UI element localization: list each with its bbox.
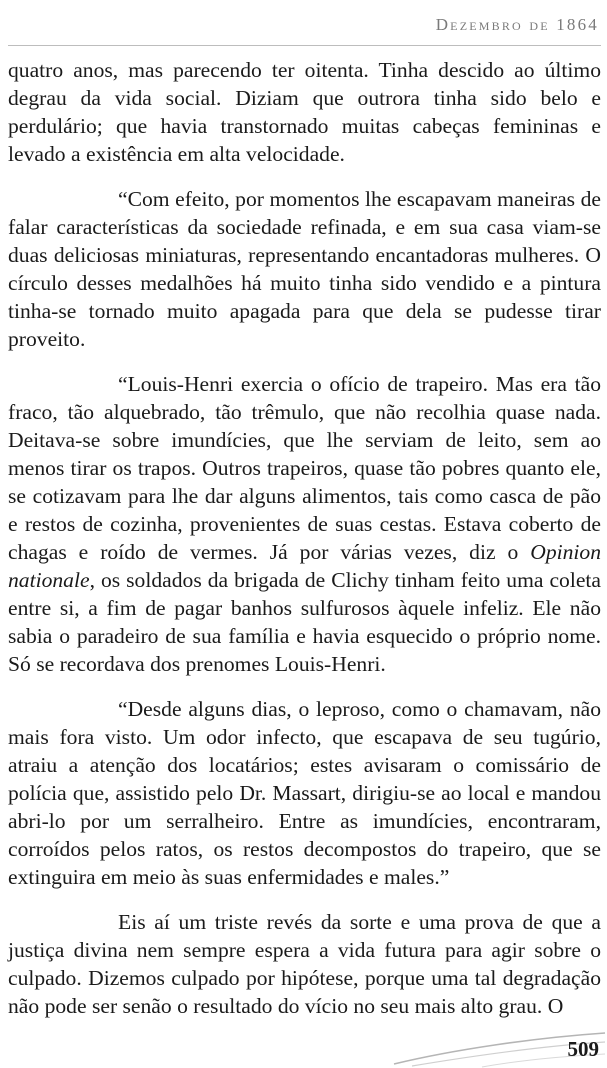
page-body: [8, 56, 601, 1020]
paragraph-3-text-a: “Louis-Henri exercia o ofício de trapeiro. Mas era tão fraco, tão alquebrado, tão trêmulo, que não recolhia quase nada. Deitava-se sobre imundícies, que lhe serviam de leito, sem ao menos tirar os trapos. Outros trapeiros, quase tão pobres quanto ele, se cotizavam para lhe dar alguns alimentos, tais como casca de pão e restos de cozinha, provenientes de suas cestas. Estava coberto de chagas e roído de vermes. Já por várias vezes, diz o: [8, 372, 601, 564]
page-number: 509: [567, 1037, 599, 1061]
paragraph-5: Eis aí um triste revés da sorte e uma prova de que a justiça divina nem sempre espera a vida futura para agir sobre o culpado. Dizemos culpado por hipótese, porque uma tal degradação não pode ser senão o resultado do vício no seu mais alto grau. O: [8, 910, 601, 1018]
paragraph-4: “Desde alguns dias, o leproso, como o chamavam, não mais fora visto. Um odor infecto, que escapava de seu tugúrio, atraiu a atenção dos locatários; estes avisaram o comissário de polícia que, assistido pelo Dr. Massart, dirigiu-se ao local e mandou abri-lo por um serralheiro. Entre as imundícies, encontraram, corroídos pelos ratos, os restos decompostos do trapeiro, que se extinguira em meio às suas enfermidades e males.”: [8, 697, 601, 889]
paragraph-3: [8, 370, 601, 678]
running-header: Dezembro de 1864: [435, 15, 599, 34]
paragraph-3-text-b: , os soldados da brigada de Clichy tinham feito uma coleta entre si, a fim de pagar banhos sulfurosos àquele infeliz. Ele não sabia o paradeiro de sua família e havia esquecido o próprio nome. Só se recordava dos prenomes Louis-Henri.: [8, 568, 601, 676]
paragraph-1: quatro anos, mas parecendo ter oitenta. Tinha descido ao último degrau da vida social. Diziam que outrora tinha sido belo e perdulário; que havia transtornado muitas cabeças femininas e levado a existência em alta velocidade.: [8, 58, 601, 166]
header-rule: [8, 45, 601, 46]
newspaper-title: Opinion nationale: [8, 540, 601, 592]
paragraph-2: “Com efeito, por momentos lhe escapavam maneiras de falar características da sociedade refinada, e em sua casa viam-se duas deliciosas miniaturas, representando encantadoras mulheres. O círculo desses medalhões há muito tinha sido vendido e a pintura tinha-se tornado muito apagada para que dela se pudesse tirar proveito.: [8, 187, 601, 351]
